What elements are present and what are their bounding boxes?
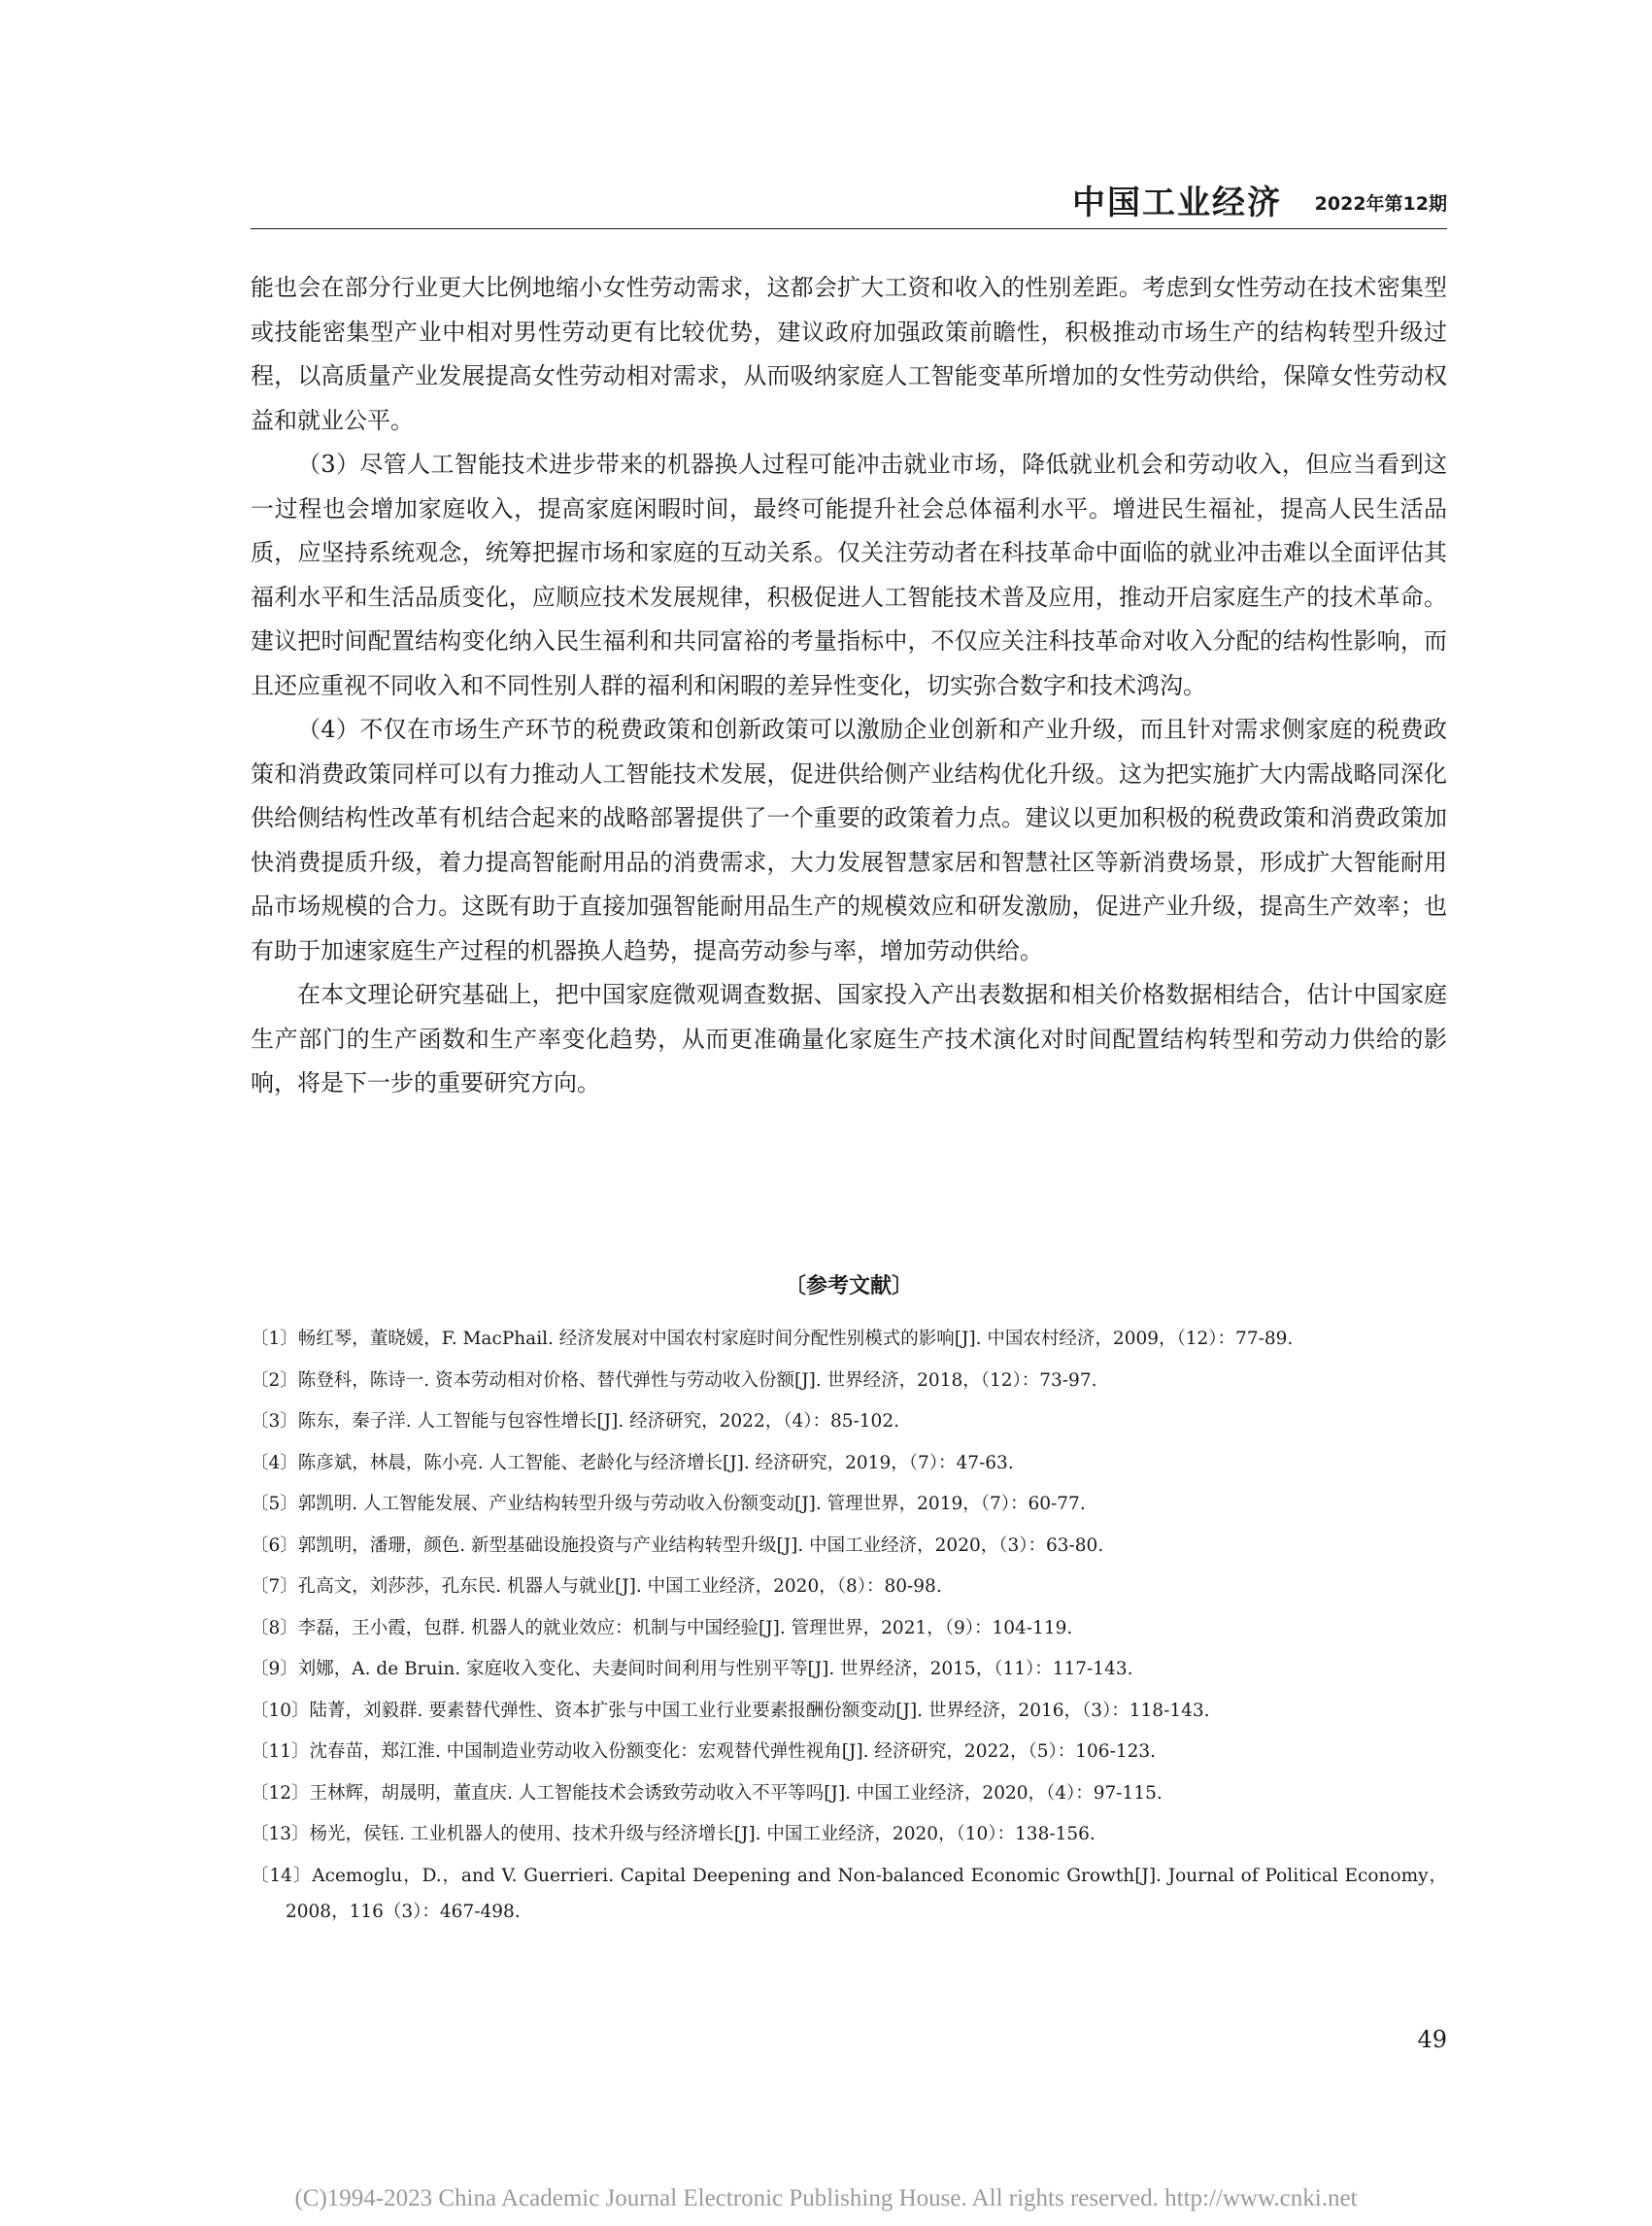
reference-item: 〔9〕刘娜，A. de Bruin. 家庭收入变化、夫妻间时间利用与性别平等[J]. 世界经济，2015，（11）：117-143. bbox=[251, 1659, 1133, 1679]
journal-name: 中国工业经济 bbox=[1072, 184, 1282, 222]
references-title: 〔参考文献〕 bbox=[784, 1274, 913, 1298]
copyright-notice: (C)1994-2023 China Academic Journal Electronic Publishing House. All rights reserved. http://www.cnki.net bbox=[294, 2185, 1358, 2211]
reference-item: 〔12〕王林辉，胡晟明，董直庆. 人工智能技术会诱致劳动收入不平等吗[J]. 中国工业经济，2020，（4）：97-115. bbox=[251, 1782, 1163, 1804]
reference-item: 〔4〕陈彦斌，林晨，陈小亮. 人工智能、老龄化与经济增长[J]. 经济研究，2019，（7）：47-63. bbox=[251, 1452, 1014, 1473]
reference-item: 〔6〕郭凯明，潘珊，颜色. 新型基础设施投资与产业结构转型升级[J]. 中国工业经济，2020，（3）：63-80. bbox=[251, 1535, 1104, 1556]
page-number: 49 bbox=[1417, 2026, 1447, 2053]
running-header bbox=[251, 183, 1447, 227]
reference-item: 〔13〕杨光，侯钰. 工业机器人的使用、技术升级与经济增长[J]. 中国工业经济，2020，（10）：138-156. bbox=[251, 1824, 1096, 1844]
paragraph: （4）不仅在市场生产环节的税费政策和创新政策可以激励企业创新和产业升级，而且针对需求侧家庭的税费政策和消费政策同样可以有力推动人工智能技术发展，促进供给侧产业结构优化升级。这为把实施扩大内需战略同深化供给侧结构性改革有机结合起来的战略部署提供了一个重要的政策着力点。建议以更加积极的税费政策和消费政策加快消费提质升级，着力提高智能耐用品的消费需求，大力发展智慧家居和智慧社区等新消费场景，形成扩大智能耐用品市场规模的合力。这既有助于直接加强智能耐用品生产的规模效应和研发激励，促进产业升级，提高生产效率；也有助于加速家庭生产过程的机器换人趋势，提高劳动参与率，增加劳动供给。 bbox=[251, 716, 1447, 964]
paragraph: 在本文理论研究基础上，把中国家庭微观调查数据、国家投入产出表数据和相关价格数据相结合，估计中国家庭生产部门的生产函数和生产率变化趋势，从而更准确量化家庭生产技术演化对时间配置结构转型和劳动力供给的影响，将是下一步的重要研究方向。 bbox=[251, 981, 1447, 1096]
reference-item: 〔10〕陆菁，刘毅群. 要素替代弹性、资本扩张与中国工业行业要素报酬份额变动[J]. 世界经济，2016，（3）：118-143. bbox=[251, 1700, 1210, 1721]
reference-item: 〔11〕沈春苗，郑江淮. 中国制造业劳动收入份额变化：宏观替代弹性视角[J]. 经济研究，2022，（5）：106-123. bbox=[251, 1741, 1157, 1762]
issue-label: 2022年第12期 bbox=[1314, 193, 1447, 215]
reference-item: 〔1〕畅红琴，董晓媛，F. MacPhail. 经济发展对中国农村家庭时间分配性别模式的影响[J]. 中国农村经济，2009，（12）：77-89. bbox=[251, 1329, 1294, 1349]
reference-item: 〔5〕郭凯明. 人工智能发展、产业结构转型升级与劳动收入份额变动[J]. 管理世界，2019，（7）：60-77. bbox=[251, 1494, 1086, 1514]
references-list bbox=[251, 1321, 1447, 1935]
reference-item: 〔2〕陈登科，陈诗一. 资本劳动相对价格、替代弹性与劳动收入份额[J]. 世界经济，2018，（12）：73-97. bbox=[251, 1369, 1097, 1391]
paragraph: （3）尽管人工智能技术进步带来的机器换人过程可能冲击就业市场，降低就业机会和劳动收入，但应当看到这一过程也会增加家庭收入，提高家庭闲暇时间，最终可能提升社会总体福利水平。增进民生福祉，提高人民生活品质，应坚持系统观念，统筹把握市场和家庭的互动关系。仅关注劳动者在科技革命中面临的就业冲击难以全面评估其福利水平和生活品质变化，应顺应技术发展规律，积极促进人工智能技术普及应用，推动开启家庭生产的技术革命。建议把时间配置结构变化纳入民生福利和共同富裕的考量指标中，不仅应关注科技革命对收入分配的结构性影响，而且还应重视不同收入和不同性别人群的福利和闲暇的差异性变化，切实弥合数字和技术鸿沟。 bbox=[251, 451, 1447, 699]
header-rule bbox=[251, 228, 1447, 229]
paragraph: 能也会在部分行业更大比例地缩小女性劳动需求，这都会扩大工资和收入的性别差距。考虑到女性劳动在技术密集型或技能密集型产业中相对男性劳动更有比较优势，建议政府加强政策前瞻性，积极推动市场生产的结构转型升级过程，以高质量产业发展提高女性劳动相对需求，从而吸纳家庭人工智能变革所增加的女性劳动供给，保障女性劳动权益和就业公平。 bbox=[251, 274, 1447, 434]
body-text bbox=[251, 266, 1447, 1106]
reference-item: 〔8〕李磊，王小霞，包群. 机器人的就业效应：机制与中国经验[J]. 管理世界，2021，（9）：104-119. bbox=[251, 1617, 1073, 1638]
reference-item: 〔14〕Acemoglu，D.，and V. Guerrieri. Capital Deepening and Non-balanced Economic Growth[J]. Journal of Political Economy，2008，116（3）：467-498. bbox=[251, 1865, 1447, 1922]
reference-item: 〔3〕陈东，秦子洋. 人工智能与包容性增长[J]. 经济研究，2022，（4）：85-102. bbox=[251, 1411, 899, 1432]
reference-item: 〔7〕孔高文，刘莎莎，孔东民. 机器人与就业[J]. 中国工业经济，2020，（8）：80-98. bbox=[251, 1576, 942, 1597]
